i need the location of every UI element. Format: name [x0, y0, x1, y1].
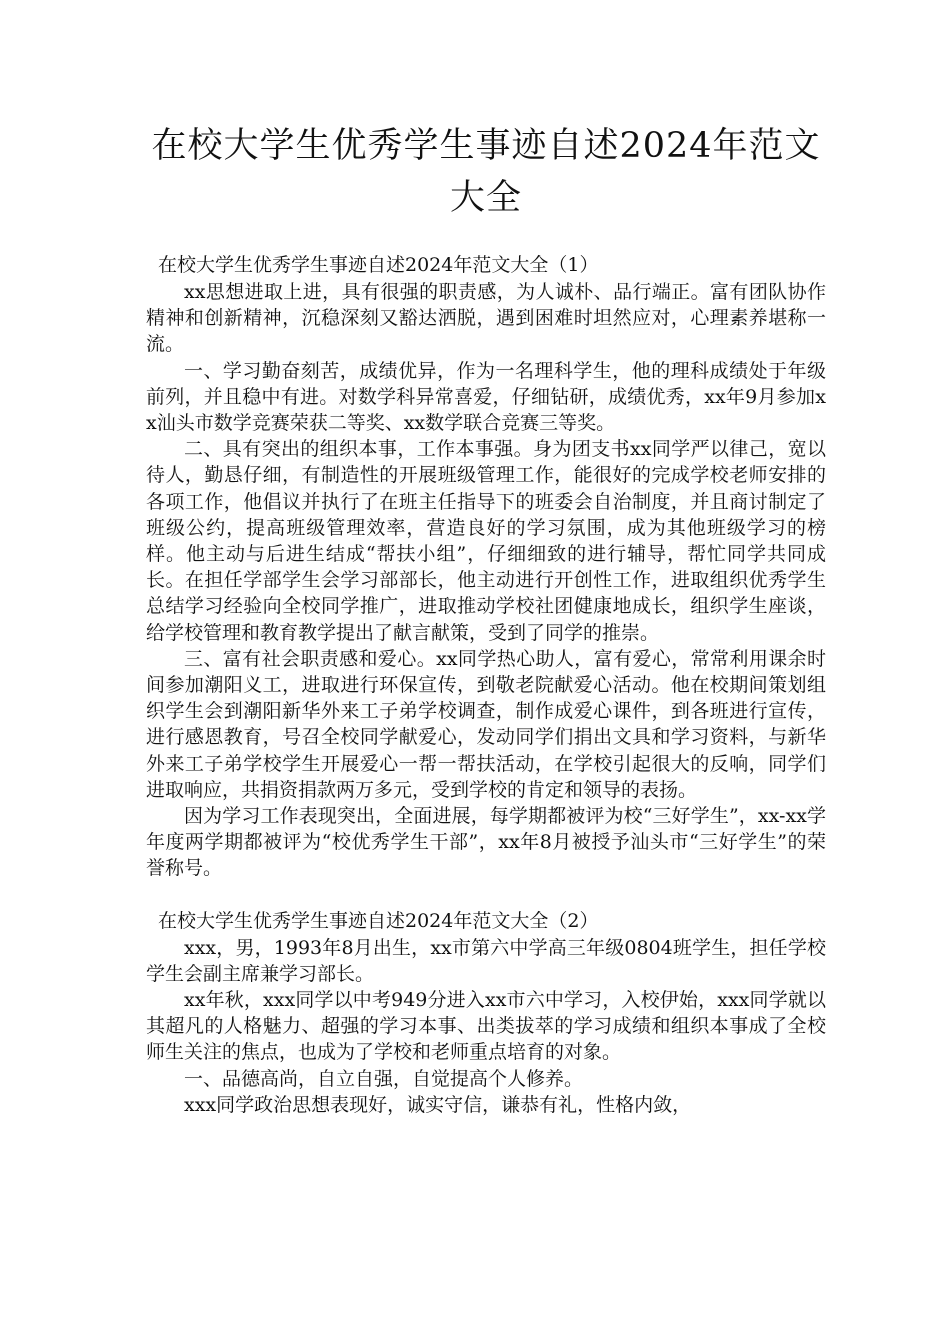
paragraph: xxx，男，1993年8月出生，xx市第六中学高三年级0804班学生，担任学校学生会副主席兼学习部长。 [146, 936, 826, 985]
paragraph: 一、品德高尚，自立自强，自觉提高个人修养。 [184, 1067, 584, 1090]
document-title: 在校大学生优秀学生事迹自述2024年范文大全 [151, 126, 821, 218]
paragraph: xx年秋，xxx同学以中考949分进入xx市六中学习，入校伊始，xxx同学就以其超凡的人格魅力、超强的学习本事、出类拔萃的学习成绩和组织本事成了全校师生关注的焦点，也成为了学校和老师重点培育的对象。 [146, 989, 826, 1064]
section-1 [146, 252, 826, 882]
section-2 [146, 908, 826, 1118]
paragraph: 一、学习勤奋刻苦，成绩优异，作为一名理科学生，他的理科成绩处于年级前列，并且稳中有进。对数学科异常喜爱，仔细钻研，成绩优秀，xx年9月参加xx汕头市数学竞赛荣获二等奖、xx数学联合竞赛三等奖。 [146, 359, 826, 435]
section-heading: 在校大学生优秀学生事迹自述2024年范文大全（1） [158, 254, 599, 276]
document-page [146, 120, 826, 1118]
paragraph: 三、富有社会职责感和爱心。xx同学热心助人，富有爱心，常常利用课余时间参加潮阳义工，进取进行环保宣传，到敬老院献爱心活动。他在校期间策划组织学生会到潮阳新华外来工子弟学校调查，制作成爱心课件，到各班进行宣传，进行感恩教育，号召全校同学献爱心，发动同学们捐出文具和学习资料，与新华外来工子弟学校学生开展爱心一帮一帮扶活动，在学校引起很大的反响，同学们进取响应，共捐资捐款两万多元，受到学校的肯定和领导的表扬。 [146, 647, 826, 801]
section-gap [146, 882, 826, 908]
paragraph: xx思想进取上进，具有很强的职责感，为人诚朴、品行端正。富有团队协作精神和创新精神，沉稳深刻又豁达洒脱，遇到困难时坦然应对，心理素养堪称一流。 [146, 281, 826, 356]
paragraph: 因为学习工作表现突出，全面进展，每学期都被评为校“三好学生”，xx-xx学年度两学期都被评为“校优秀学生干部”，xx年8月被授予汕头市“三好学生”的荣誉称号。 [146, 805, 826, 880]
paragraph: xxx同学政治思想表现好，诚实守信，谦恭有礼，性格内敛， [184, 1093, 692, 1116]
section-heading: 在校大学生优秀学生事迹自述2024年范文大全（2） [158, 909, 599, 932]
paragraph: 二、具有突出的组织本事，工作本事强。身为团支书xx同学严以律己，宽以待人，勤恳仔细，有制造性的开展班级管理工作，能很好的完成学校老师安排的各项工作，他倡议并执行了在班主任指导下的班委会自治制度，并且商讨制定了班级公约，提高班级管理效率，营造良好的学习氛围，成为其他班级学习的榜样。他主动与后进生结成“帮扶小组”，仔细细致的进行辅导，帮忙同学共同成长。在担任学部学生会学习部部长，他主动进行开创性工作，进取组织优秀学生总结学习经验向全校同学推广，进取推动学校社团健康地成长，组织学生座谈，给学校管理和教育教学提出了献言献策，受到了同学的推崇。 [146, 438, 826, 644]
